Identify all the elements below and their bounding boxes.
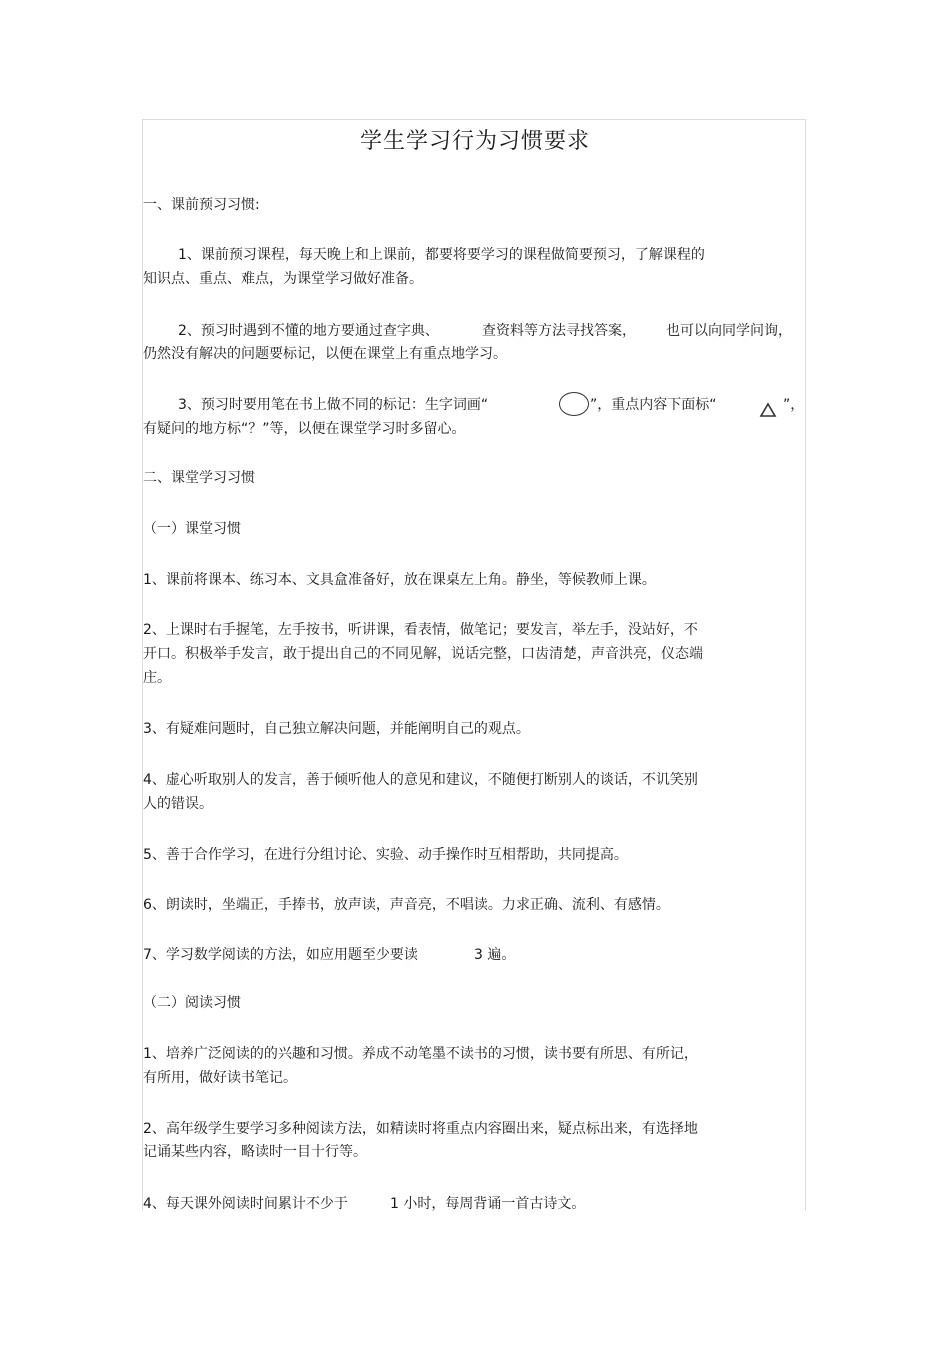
- document-title: 学生学习行为习惯要求: [359, 129, 590, 154]
- s1-p3-part-c: ”，: [783, 397, 805, 413]
- s1-p2-part-c: 也可以向同学问询，: [666, 323, 792, 339]
- classroom-item-3: 3、有疑难问题时，自己独立解决问题，并能阐明自己的观点。: [143, 721, 530, 737]
- s1-p1-line1: 1、课前预习课程，每天晚上和上课前，都要将要学习的课程做简要预习，了解课程的: [178, 247, 705, 263]
- classroom-item-4-line1: 4、虚心听取别人的发言，善于倾听他人的意见和建议，不随便打断别人的谈话，不讥笑别: [143, 772, 698, 788]
- s1-p2-part-a: 2、预习时遇到不懂的地方要通过查字典、: [178, 323, 439, 339]
- classroom-item-7-part-a: 7、学习数学阅读的方法，如应用题至少要读: [143, 947, 418, 963]
- section2-heading: 二、课堂学习习惯: [143, 470, 255, 486]
- reading-item-2-line1: 2、高年级学生要学习多种阅读方法，如精读时将重点内容圈出来，疑点标出来，有选择地: [143, 1121, 698, 1137]
- classroom-item-7-part-b: 3 遍。: [474, 947, 516, 963]
- reading-item-4-part-b: 1 小时，每周背诵一首古诗文。: [390, 1196, 586, 1212]
- subheading-reading: （二）阅读习惯: [143, 995, 241, 1011]
- s1-p2-part-b: 查资料等方法寻找答案，: [482, 323, 636, 339]
- classroom-item-5: 5、善于合作学习，在进行分组讨论、实验、动手操作时互相帮助，共同提高。: [143, 847, 628, 863]
- classroom-item-1: 1、课前将课本、练习本、文具盒准备好，放在课桌左上角。静坐，等候教师上课。: [143, 572, 656, 588]
- classroom-item-2-line2: 开口。积极举手发言，敢于提出自己的不同见解，说话完整，口齿清楚，声音洪亮，仪态端: [143, 646, 703, 662]
- s1-p3-line2: 有疑问的地方标“？”等，以便在课堂学习时多留心。: [143, 421, 466, 437]
- s1-p1-line2: 知识点、重点、难点，为课堂学习做好准备。: [143, 271, 423, 287]
- circle-mark-icon: [559, 392, 589, 416]
- reading-item-2-line2: 记诵某些内容，略读时一目十行等。: [143, 1144, 367, 1160]
- classroom-item-2-line1: 2、上课时右手握笔，左手按书，听讲课，看表情，做笔记；要发言，举左手，没站好，不: [143, 622, 698, 638]
- reading-item-4-part-a: 4、每天课外阅读时间累计不少于: [143, 1196, 348, 1212]
- classroom-item-6: 6、朗读时，坐端正，手捧书，放声读，声音亮，不唱读。力求正确、流利、有感情。: [143, 897, 670, 913]
- s1-p3-part-b: ”，重点内容下面标“: [590, 397, 717, 413]
- reading-item-1-line2: 有所用，做好读书笔记。: [143, 1070, 297, 1086]
- reading-item-1-line1: 1、培养广泛阅读的的兴趣和习惯。养成不动笔墨不读书的习惯，读书要有所思、有所记，: [143, 1046, 698, 1062]
- section1-heading: 一、课前预习习惯:: [143, 197, 260, 213]
- s1-p3-part-a: 3、预习时要用笔在书上做不同的标记：生字词画“: [178, 397, 489, 413]
- classroom-item-4-line2: 人的错误。: [143, 796, 213, 812]
- subheading-classroom: （一）课堂习惯: [143, 521, 241, 537]
- classroom-item-2-line3: 庄。: [143, 670, 171, 686]
- triangle-mark-icon: [759, 402, 777, 418]
- s1-p2-line2: 仍然没有解决的问题要标记，以便在课堂上有重点地学习。: [143, 346, 507, 362]
